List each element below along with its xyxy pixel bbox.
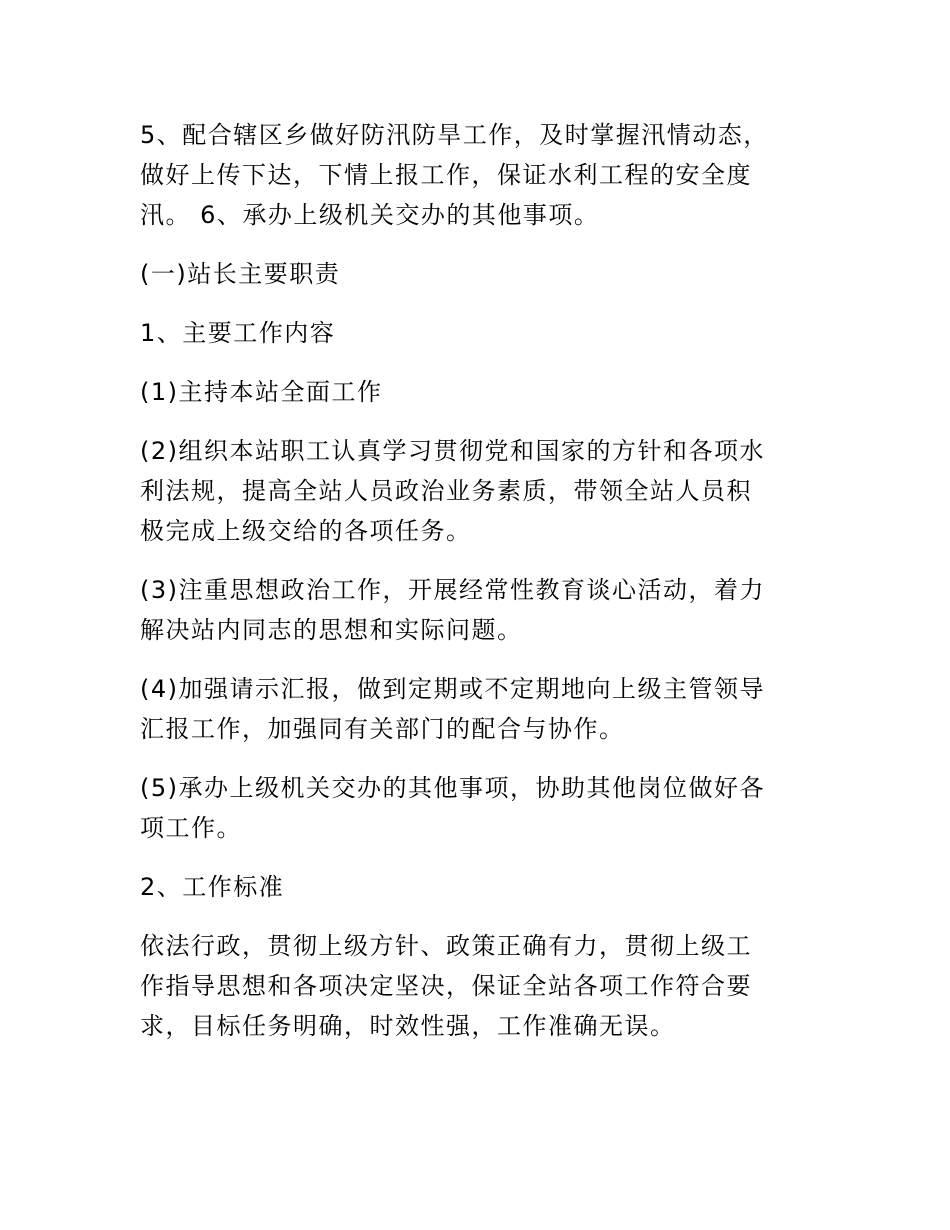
text-line: 依法行政，贯彻上级方针、政策正确有力，贯彻上级工	[140, 932, 752, 960]
item-4	[140, 669, 812, 749]
text-line: (5)承办上级机关交办的其他事项，协助其他岗位做好各	[140, 774, 765, 802]
item-2	[140, 431, 812, 551]
document-page	[140, 115, 812, 1046]
paragraph-work-standard	[140, 926, 812, 1046]
subheading-main-work	[140, 313, 812, 353]
text-line: 2、工作标准	[140, 873, 285, 901]
subheading-work-standard	[140, 867, 812, 907]
text-line: (4)加强请示汇报，做到定期或不定期地向上级主管领导	[140, 675, 765, 703]
text-line: 利法规，提高全站人员政治业务素质，带领全站人员积	[140, 477, 752, 505]
item-1	[140, 372, 812, 412]
text-line: (1)主持本站全面工作	[140, 378, 383, 406]
paragraph-flood-control	[140, 115, 812, 235]
text-line: 汇报工作，加强同有关部门的配合与协作。	[140, 715, 625, 743]
text-line: 作指导思想和各项决定坚决，保证全站各项工作符合要	[140, 972, 752, 1000]
text-line: 做好上传下达，下情上报工作，保证水利工程的安全度	[140, 161, 752, 189]
text-line: 解决站内同志的思想和实际问题。	[140, 616, 523, 644]
text-line: 汛。 6、承办上级机关交办的其他事项。	[140, 201, 600, 229]
text-line: 5、配合辖区乡做好防汛防旱工作，及时掌握汛情动态，	[140, 121, 769, 149]
text-line: (3)注重思想政治工作，开展经常性教育谈心活动，着力	[140, 576, 765, 604]
item-3	[140, 570, 812, 650]
text-line: (2)组织本站职工认真学习贯彻党和国家的方针和各项水	[140, 437, 765, 465]
text-line: 项工作。	[140, 814, 242, 842]
text-line: (一)站长主要职责	[140, 260, 341, 288]
text-line: 极完成上级交给的各项任务。	[140, 517, 472, 545]
section-heading-station-chief	[140, 254, 812, 294]
text-line: 1、主要工作内容	[140, 319, 336, 347]
text-line: 求，目标任务明确，时效性强，工作准确无误。	[140, 1012, 676, 1040]
item-5	[140, 768, 812, 848]
